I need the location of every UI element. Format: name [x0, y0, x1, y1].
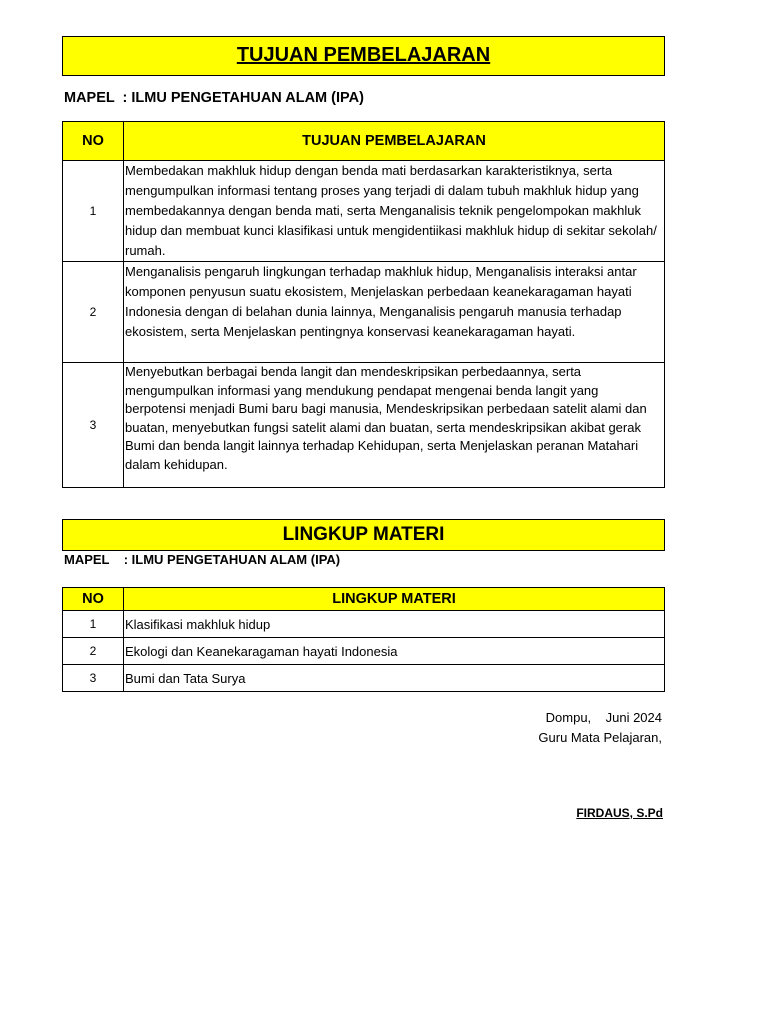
row-text: Menganalisis pengaruh lingkungan terhadap makhluk hidup, Menganalisis interaksi antar komponen penyusun suatu ekosistem, Menjelaskan perbedaan keanekaragaman hayati Indonesia dengan di belahan dunia lainnya, Menganalisis pengaruh manusia terhadap ekosistem, serta Menjelaskan pentingnya konservasi keanekaragaman hayati. — [124, 262, 665, 363]
signature-role: Guru Mata Pelajaran, — [538, 730, 662, 745]
row-text: Ekologi dan Keanekaragaman hayati Indonesia — [124, 638, 665, 665]
title-banner-lingkup — [62, 519, 665, 551]
signature-place-date: Dompu, Juni 2024 — [545, 710, 662, 725]
row-number: 3 — [63, 363, 124, 488]
table-row — [63, 161, 665, 262]
row-number: 1 — [63, 161, 124, 262]
title-banner-tujuan — [62, 36, 665, 76]
section-title: TUJUAN PEMBELAJARAN — [236, 44, 491, 66]
table-header-row — [63, 588, 665, 611]
mapel-label: MAPEL : ILMU PENGETAHUAN ALAM (IPA) — [64, 90, 364, 106]
header-no: NO — [63, 588, 124, 611]
signature-name: FIRDAUS, S.Pd — [576, 806, 663, 820]
header-lingkup: LINGKUP MATERI — [124, 588, 665, 611]
table-header-row — [63, 122, 665, 161]
row-text: Membedakan makhluk hidup dengan benda mati berdasarkan karakteristiknya, serta mengumpulkan informasi tentang proses yang terjadi di dalam tubuh makhluk hidup yang membedakannya dengan benda mati, serta Menganalisis teknik pengelompokan makhluk hidup dan membuat kunci klasifikasi untuk mengidentiikasi makhluk hidup di sekitar sekolah/ rumah. — [124, 161, 665, 262]
row-text: Bumi dan Tata Surya — [124, 665, 665, 692]
mapel-label: MAPEL : ILMU PENGETAHUAN ALAM (IPA) — [64, 552, 341, 567]
table-row — [63, 665, 665, 692]
header-no: NO — [63, 122, 124, 161]
row-number: 3 — [63, 665, 124, 692]
table-row — [63, 638, 665, 665]
tujuan-table — [62, 121, 665, 488]
lingkup-table — [62, 587, 665, 692]
row-number: 2 — [63, 638, 124, 665]
row-number: 2 — [63, 262, 124, 363]
header-tujuan: TUJUAN PEMBELAJARAN — [124, 122, 665, 161]
row-number: 1 — [63, 611, 124, 638]
row-text: Klasifikasi makhluk hidup — [124, 611, 665, 638]
row-text: Menyebutkan berbagai benda langit dan mendeskripsikan perbedaannya, serta mengumpulkan informasi yang mendukung pendapat mengenai benda langit yang berpotensi menjadi Bumi baru bagi manusia, Mendeskripsikan perbedaan satelit alami dan buatan, menyebutkan fungsi satelit alami dan buatan, serta mendeskripsikan akibat gerak Bumi dan benda langit lainnya terhadap Kehidupan, serta Menjelaskan peranan Matahari dalam kehidupan. — [124, 363, 665, 488]
table-row — [63, 363, 665, 488]
table-row — [63, 611, 665, 638]
table-row — [63, 262, 665, 363]
section-title: LINGKUP MATERI — [282, 524, 445, 545]
